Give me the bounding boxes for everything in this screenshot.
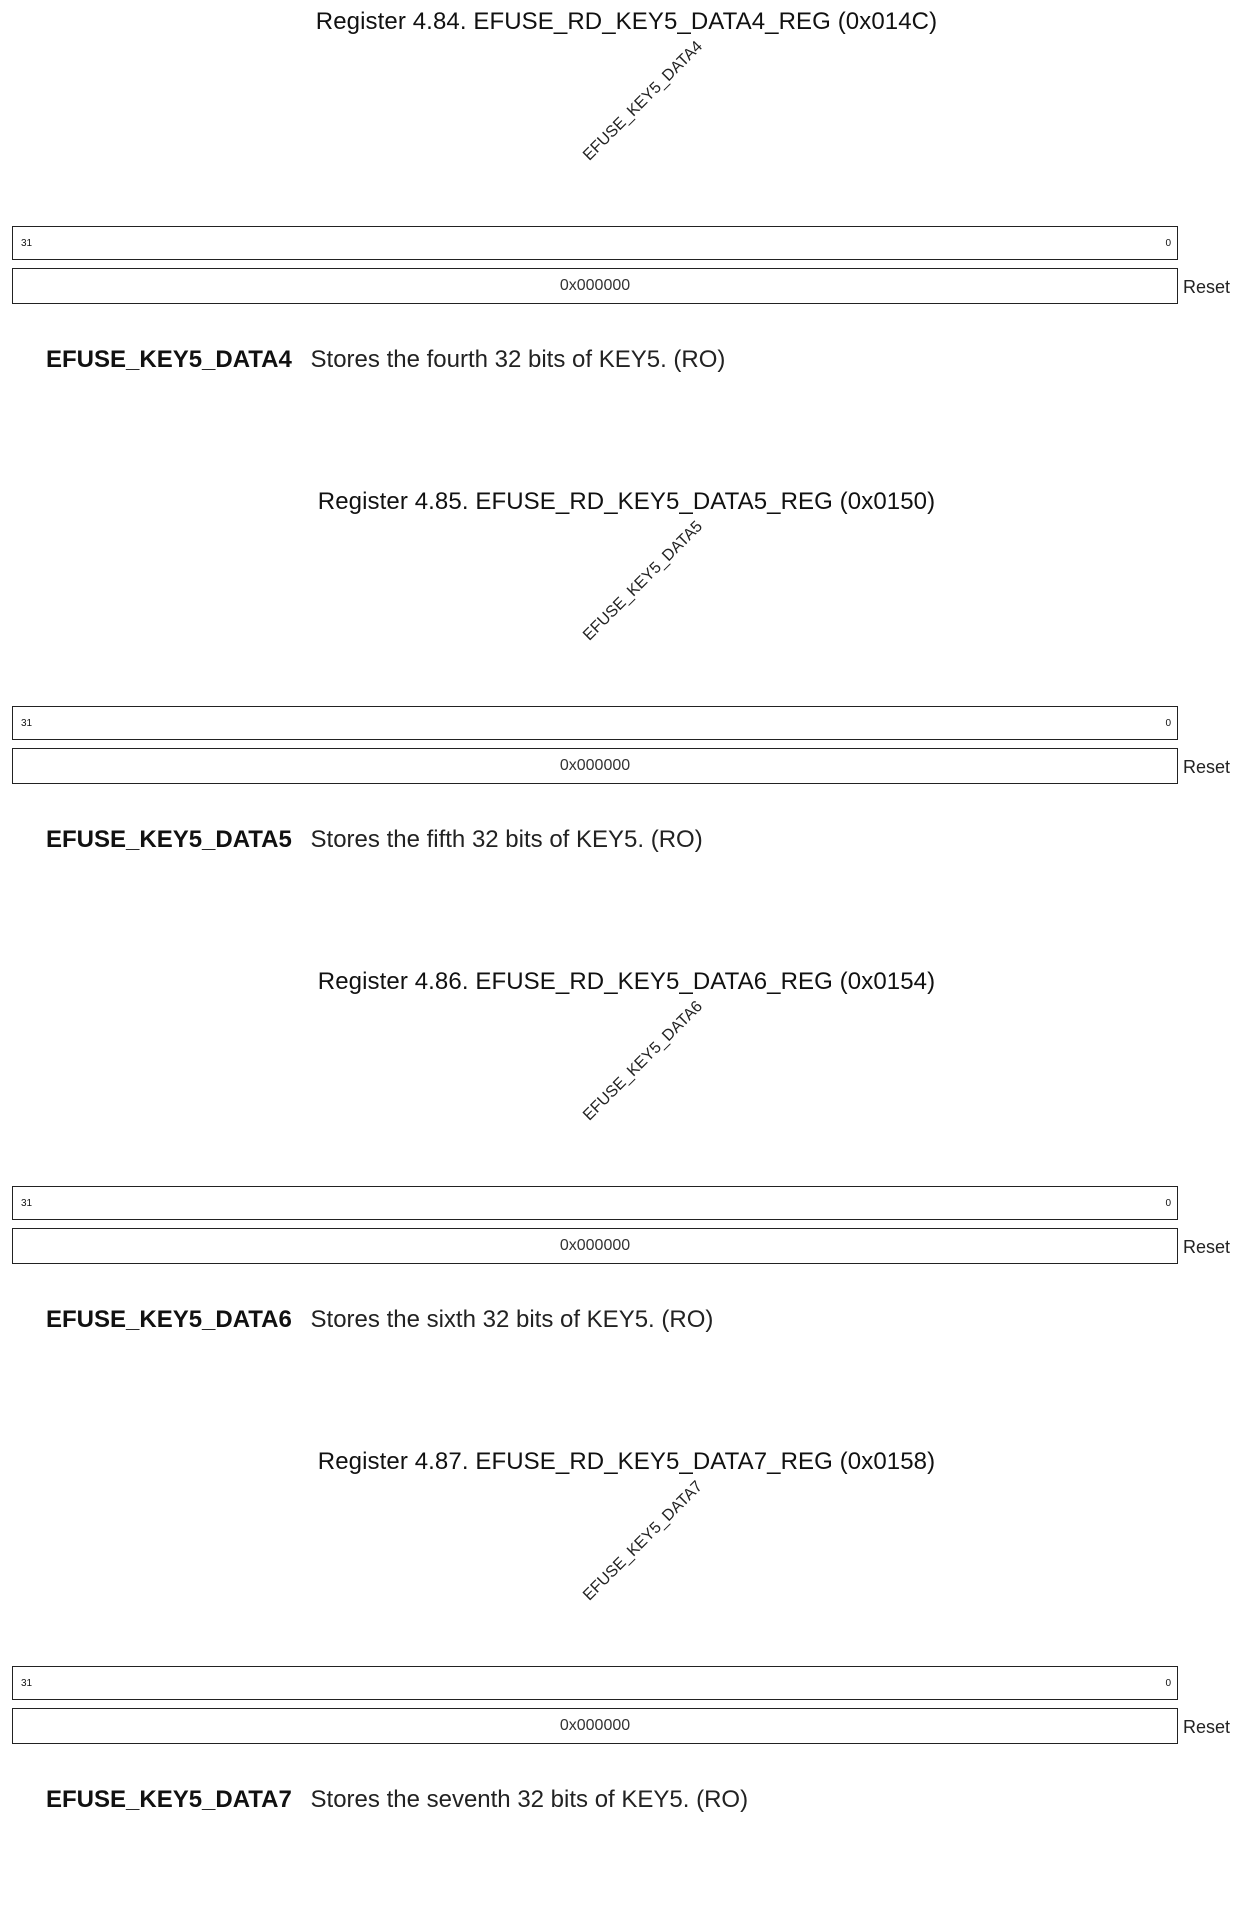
- register-4-84: [0, 0, 1253, 480]
- field-diagram-label: EFUSE_KEY5_DATA4: [580, 37, 707, 165]
- reset-label: Reset: [1183, 757, 1231, 777]
- register-title: Register 4.85. EFUSE_RD_KEY5_DATA5_REG (0x0150): [317, 488, 936, 515]
- bit-range-row: [12, 226, 1178, 260]
- bit-high-label: 31: [21, 718, 33, 729]
- reset-value-row: 0x000000: [12, 1228, 1178, 1264]
- register-title: Register 4.86. EFUSE_RD_KEY5_DATA6_REG (0x0154): [317, 968, 936, 995]
- register-4-85: [0, 480, 1253, 960]
- reset-label: Reset: [1183, 1717, 1231, 1737]
- field-description: [46, 1786, 748, 1814]
- bit-range-row: [12, 1186, 1178, 1220]
- bit-low-label: 0: [1165, 238, 1171, 249]
- field-description-text: Stores the sixth 32 bits of KEY5. (RO): [310, 1306, 714, 1333]
- field-diagram-label: EFUSE_KEY5_DATA5: [580, 517, 707, 645]
- reset-label: Reset: [1183, 277, 1231, 297]
- bit-low-label: 0: [1165, 1198, 1171, 1209]
- reset-value-row: 0x000000: [12, 748, 1178, 784]
- field-diagram-label: EFUSE_KEY5_DATA7: [580, 1477, 707, 1605]
- bit-low-label: 0: [1165, 1678, 1171, 1689]
- field-name: EFUSE_KEY5_DATA6: [46, 1306, 292, 1333]
- field-description-text: Stores the fourth 32 bits of KEY5. (RO): [310, 346, 726, 373]
- field-description: [46, 346, 725, 374]
- bit-range-row: [12, 706, 1178, 740]
- register-4-86: [0, 960, 1253, 1440]
- reset-value-row: 0x000000: [12, 268, 1178, 304]
- bit-low-label: 0: [1165, 718, 1171, 729]
- bit-high-label: 31: [21, 238, 33, 249]
- field-name: EFUSE_KEY5_DATA4: [46, 346, 292, 373]
- field-diagram-label: EFUSE_KEY5_DATA6: [580, 997, 707, 1125]
- field-name: EFUSE_KEY5_DATA5: [46, 826, 292, 853]
- reset-value-row: 0x000000: [12, 1708, 1178, 1744]
- register-4-87: [0, 1440, 1253, 1920]
- field-description: [46, 1306, 713, 1334]
- field-description-text: Stores the seventh 32 bits of KEY5. (RO): [310, 1786, 749, 1813]
- bit-high-label: 31: [21, 1198, 33, 1209]
- field-description-text: Stores the fifth 32 bits of KEY5. (RO): [310, 826, 703, 853]
- register-title: Register 4.87. EFUSE_RD_KEY5_DATA7_REG (0x0158): [317, 1448, 936, 1475]
- field-name: EFUSE_KEY5_DATA7: [46, 1786, 292, 1813]
- bit-range-row: [12, 1666, 1178, 1700]
- register-title: Register 4.84. EFUSE_RD_KEY5_DATA4_REG (0x014C): [315, 8, 938, 35]
- bit-high-label: 31: [21, 1678, 33, 1689]
- reset-label: Reset: [1183, 1237, 1231, 1257]
- field-description: [46, 826, 703, 854]
